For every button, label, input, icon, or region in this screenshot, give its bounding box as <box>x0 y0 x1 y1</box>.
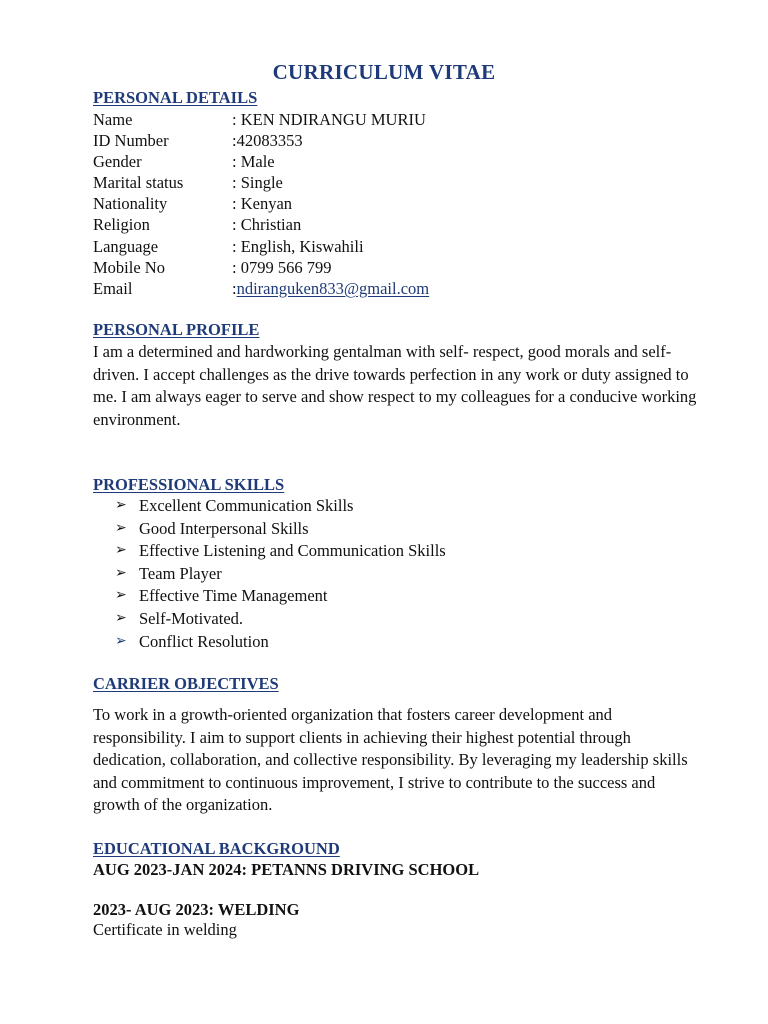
detail-value: :42083353 <box>232 131 303 151</box>
personal-profile-heading: PERSONAL PROFILE <box>93 320 260 339</box>
detail-label: Marital status <box>93 173 184 193</box>
professional-skills-heading: PROFESSIONAL SKILLS <box>93 475 285 494</box>
detail-label: Religion <box>93 215 150 235</box>
education-heading: EDUCATIONAL BACKGROUND <box>93 839 340 858</box>
detail-value: : Male <box>232 152 275 172</box>
detail-label: Email <box>93 278 133 298</box>
skill-label: Team Player <box>139 563 222 583</box>
detail-label: ID Number <box>93 131 169 151</box>
skill-label: Conflict Resolution <box>139 631 269 651</box>
list-item <box>115 540 446 563</box>
list-item <box>115 518 446 541</box>
skill-label: Excellent Communication Skills <box>139 496 354 515</box>
carrier-objectives-heading: CARRIER OBJECTIVES <box>93 674 279 693</box>
arrow-bullet-icon: ➢ <box>115 565 127 581</box>
detail-value: : Christian <box>232 215 302 235</box>
arrow-bullet-icon: ➢ <box>115 588 127 604</box>
list-item <box>115 563 446 586</box>
arrow-bullet-icon: ➢ <box>115 543 127 559</box>
skill-label: Effective Listening and Communication Skills <box>139 541 446 561</box>
carrier-objectives-text: To work in a growth-oriented organization that fosters career development and responsibility. I aim to support clients in achieving their highest potential through dedication, collaboration, and collective responsibility. By leveraging my leadership skills and commitment to continuous improvement, I strive to contribute to the success and growth of the organization. <box>93 705 688 815</box>
detail-value: : KEN NDIRANGU MURIU <box>232 110 426 129</box>
list-item <box>115 608 446 631</box>
detail-value: : English, Kiswahili <box>232 236 364 256</box>
list-item <box>115 585 446 608</box>
email-link[interactable]: ndiranguken833@gmail.com <box>236 278 430 298</box>
detail-value: : 0799 566 799 <box>232 257 332 277</box>
personal-profile-text: I am a determined and hardworking gentalman with self- respect, good morals and self-driven. I accept challenges as the drive towards perfection in any work or duty assigned to me. I am always eager to serve and show respect to my colleagues for a conducive working environment. <box>93 342 697 429</box>
arrow-bullet-icon: ➢ <box>115 520 127 536</box>
list-item <box>115 495 446 518</box>
detail-label: Name <box>93 110 133 129</box>
education-entry-title: 2023- AUG 2023: WELDING <box>93 900 300 919</box>
detail-value: : Kenyan <box>232 194 293 214</box>
arrow-bullet-icon: ➢ <box>115 610 127 626</box>
skill-label: Effective Time Management <box>139 586 328 606</box>
education-entry-title: AUG 2023-JAN 2024: PETANNS DRIVING SCHOOL <box>93 860 480 879</box>
detail-value <box>232 278 429 299</box>
education-entry-detail: Certificate in welding <box>93 920 237 939</box>
detail-value: : Single <box>232 173 283 193</box>
skills-list <box>115 495 446 653</box>
personal-details-heading: PERSONAL DETAILS <box>93 88 258 107</box>
detail-label: Gender <box>93 152 142 172</box>
skill-label: Self-Motivated. <box>139 608 244 628</box>
detail-label: Mobile No <box>93 257 165 277</box>
arrow-bullet-icon: ➢ <box>115 498 127 513</box>
detail-label: Language <box>93 236 159 256</box>
arrow-bullet-icon: ➢ <box>115 633 127 649</box>
skill-label: Good Interpersonal Skills <box>139 518 309 538</box>
list-item <box>115 631 446 654</box>
detail-label: Nationality <box>93 194 168 214</box>
document-title: CURRICULUM VITAE <box>272 60 496 84</box>
email-prefix: : <box>232 278 237 298</box>
